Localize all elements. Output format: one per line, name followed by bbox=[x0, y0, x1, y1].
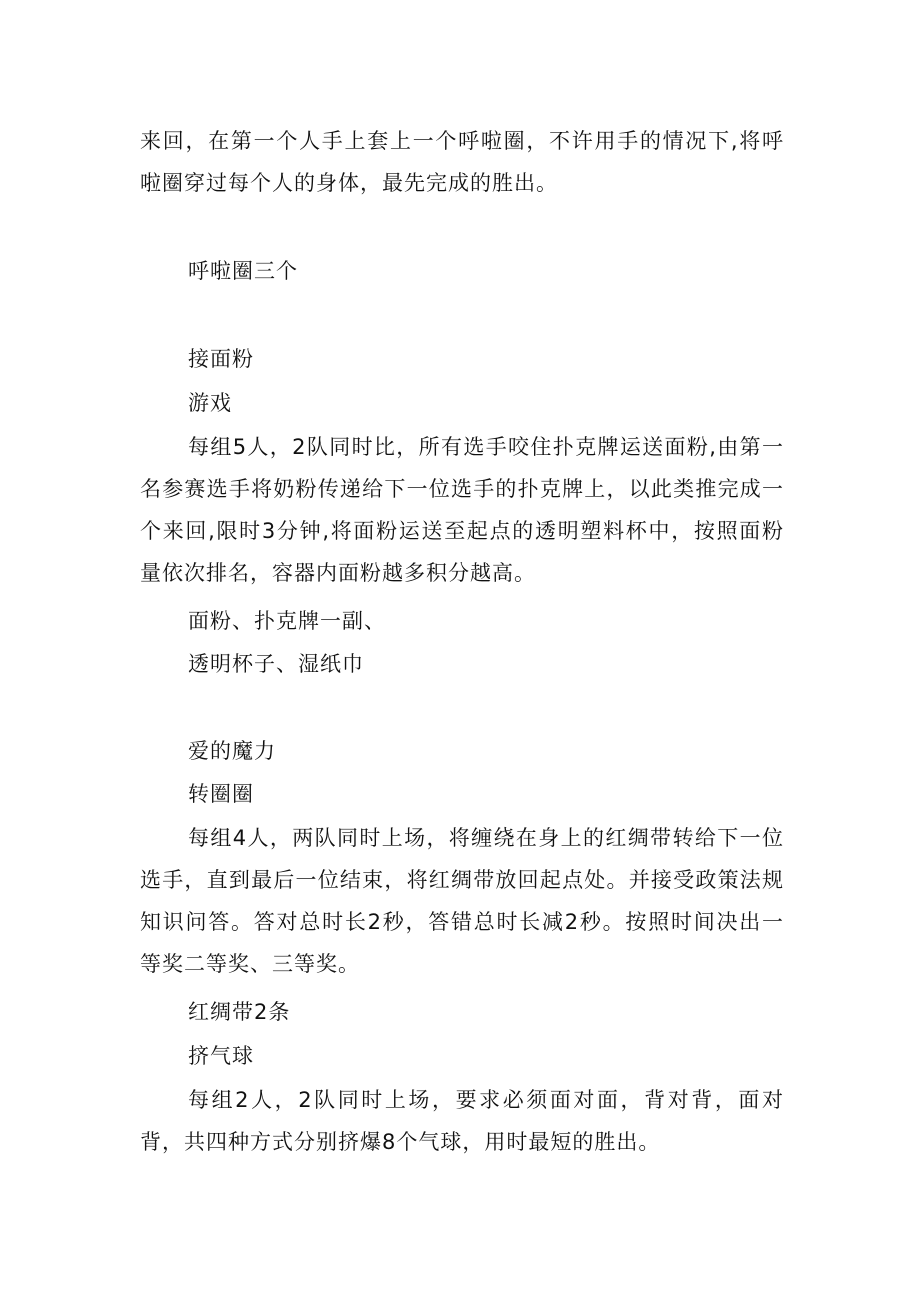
game-type-label: 游戏 bbox=[188, 391, 232, 415]
paragraph-balloon-rules: 每组2人，2队同时上场，要求必须面对面，背对背，面对背，共四种方式分别挤爆8个气球，用时最短的胜出。 bbox=[140, 1088, 784, 1154]
section-title-love-magic: 爱的魔力 bbox=[188, 739, 276, 763]
game-title-balloon: 挤气球 bbox=[188, 1044, 254, 1068]
game-title-spin: 转圈圈 bbox=[188, 782, 254, 806]
materials-flour-1: 面粉、扑克牌一副、 bbox=[188, 609, 386, 633]
materials-ribbon: 红绸带2条 bbox=[188, 1000, 291, 1024]
paragraph-hula-hoop-rules: 来回，在第一个人手上套上一个呼啦圈，不许用手的情况下,将呼啦圈穿过每个人的身体，最先完成的胜出。 bbox=[140, 129, 784, 195]
materials-flour-2: 透明杯子、湿纸巾 bbox=[188, 652, 364, 676]
materials-hula-hoop: 呼啦圈三个 bbox=[188, 259, 298, 283]
paragraph-flour-rules: 每组5人，2队同时比，所有选手咬住扑克牌运送面粉,由第一名参赛选手将奶粉传递给下一位选手的扑克牌上，以此类推完成一个来回,限时3分钟,将面粉运送至起点的透明塑料杯中，按照面粉量依次排名，容器内面粉越多积分越高。 bbox=[140, 435, 784, 585]
game-title-flour: 接面粉 bbox=[188, 347, 254, 371]
paragraph-spin-rules: 每组4人，两队同时上场，将缠绕在身上的红绸带转给下一位选手，直到最后一位结束，将红绸带放回起点处。并接受政策法规知识问答。答对总时长2秒，答错总时长减2秒。按照时间决出一等奖二等奖、三等奖。 bbox=[140, 826, 784, 976]
